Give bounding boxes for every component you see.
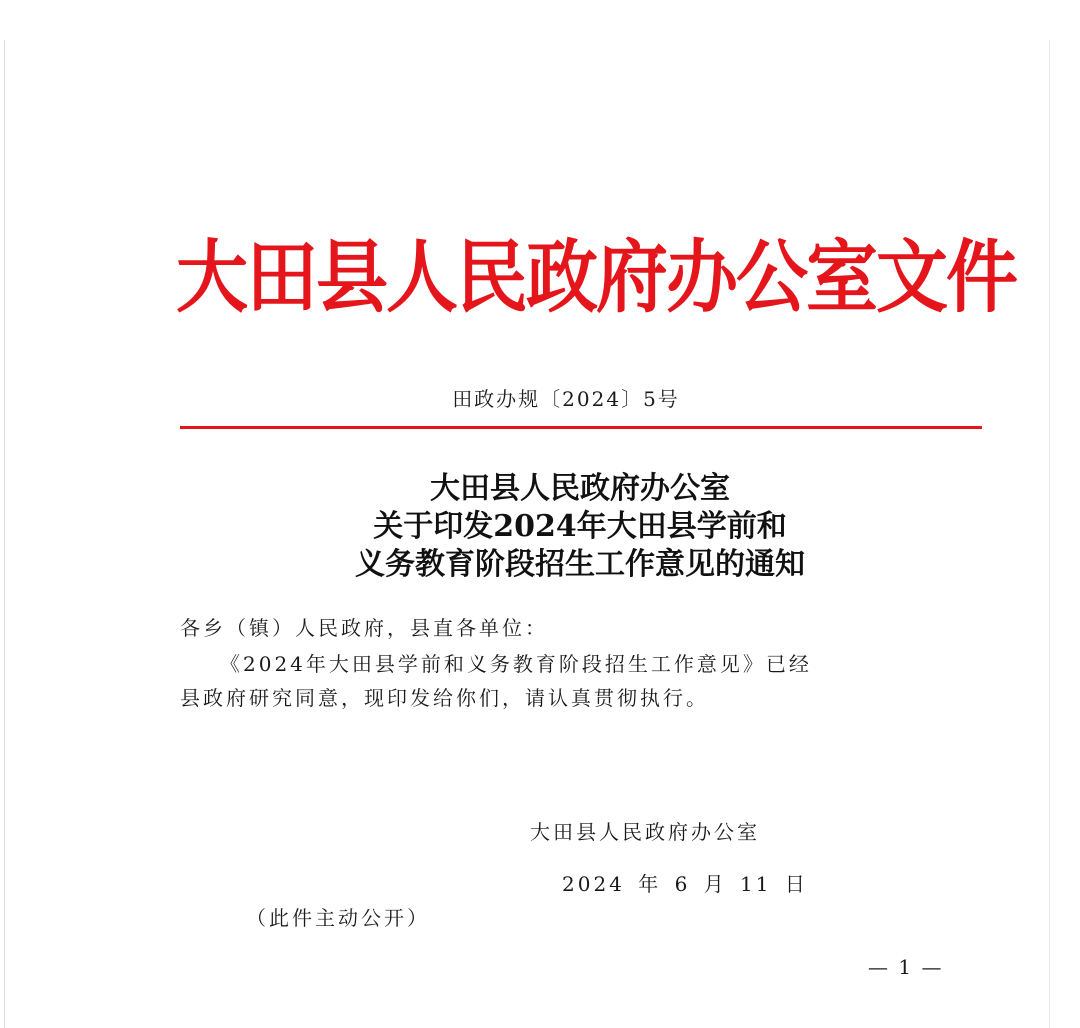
document-number: 田政办规〔2024〕5号 xyxy=(452,387,680,411)
title-line-2: 关于印发2024年大田县学前和 xyxy=(373,509,787,544)
title-line-3: 义务教育阶段招生工作意见的通知 xyxy=(355,547,805,582)
body-paragraph-line-1: 《2024年大田县学前和义务教育阶段招生工作意见》已经 xyxy=(220,652,812,676)
body-paragraph-line-2: 县政府研究同意，现印发给你们，请认真贯彻执行。 xyxy=(180,686,709,710)
document-title xyxy=(180,470,980,584)
salutation: 各乡（镇）人民政府，县直各单位： xyxy=(180,616,548,640)
page-number: — 1 — xyxy=(868,955,944,979)
red-separator-line xyxy=(180,426,982,429)
page-border-right xyxy=(1049,40,1050,1028)
document-masthead: 大田县人民政府办公室文件 xyxy=(176,230,1017,324)
issuing-office: 大田县人民政府办公室 xyxy=(530,820,760,844)
page-border-left xyxy=(4,40,5,1028)
disclosure-note: （此件主动公开） xyxy=(246,906,430,930)
title-line-1: 大田县人民政府办公室 xyxy=(430,471,730,506)
issue-date: 2024 年 6 月 11 日 xyxy=(562,872,808,896)
